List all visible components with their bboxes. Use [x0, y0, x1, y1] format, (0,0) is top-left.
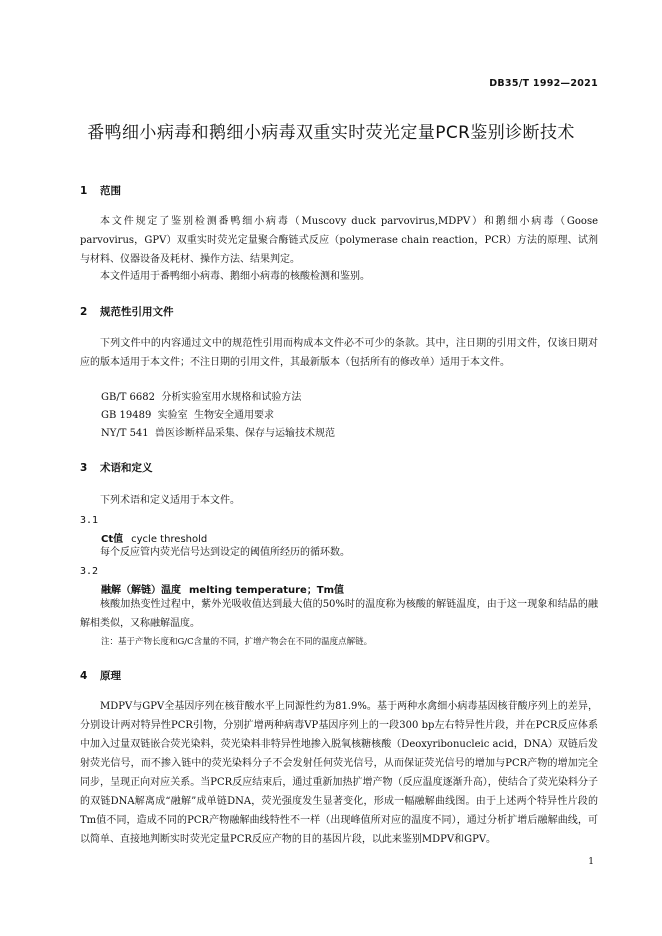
section-4-paragraph-1: MDPV与GPV全基因序列在核苷酸水平上同源性约为81.9%。基于两种水禽细小病毒基因核苷酸序列上的差异，分别设计两对特异性PCR引物，分别扩增两种病毒VP基因序列上的一段300 bp左右特异性片段，并在PCR反应体系中加入过量双链嵌合荧光染料，荧光染料非特异性地掺入脱氧核糖核酸（Deoxyribonucleic acid，DNA）双链后发射荧光信号，而不掺入链中的荧光染料分子不会发射任何荧光信号，从而保证荧光信号的增加与PCR产物的增加完全同步，呈现正向对应关系。当PCR反应结束后，通过重新加热扩增产物（反应温度逐渐升高），使结合了荧光染料分子的双链DNA解离成“融解”成单链DNA，荧光强度发生显著变化，形成一幅融解曲线图。由于上述两个特异性片段的Tm值不同，造成不同的PCR产物融解曲线特性不一样（出现峰值所对应的温度不同），通过分析扩增后融解曲线，可以简单、直接地判断实时荧光定量PCR反应产物的目的基因片段，以此来鉴别MDPV和GPV。: [80, 701, 598, 845]
term-1-en: cycle threshold: [131, 534, 208, 545]
section-title: 范围: [100, 185, 121, 197]
term-2-definition: 核酸加热变性过程中，紫外光吸收值达到最大值的50%时的温度称为核酸的解链温度，由于这一现象和结晶的融解相类似，又称融解温度。: [80, 599, 598, 629]
section-number: 3: [80, 462, 88, 474]
section-title: 原理: [100, 670, 121, 682]
section-number: 2: [80, 306, 88, 318]
term-note: 注：基于产物长度和G/C含量的不同，扩增产物会在不同的温度点解链。: [101, 637, 373, 647]
section-title: 术语和定义: [100, 462, 153, 474]
term-2-number: 3.2: [80, 566, 99, 577]
section-3-intro: 下列术语和定义适用于本文件。: [100, 495, 240, 506]
section-number: 4: [80, 670, 88, 682]
section-1-paragraph-1: 本文件规定了鉴别检测番鸭细小病毒（Muscovy duck parvovirus,MDPV）和鹅细小病毒（Goose parvovirus，GPV）双重实时荧光定量聚合酶链式反应（polymerase chain reaction，PCR）方法的原理、试剂与材料、仪器设备及耗材、操作方法、结果判定。: [80, 216, 598, 265]
reference-item: GB/T 6682 分析实验室用水规格和试验方法: [101, 392, 302, 403]
section-1-paragraph-2: 本文件适用于番鸭细小病毒、鹅细小病毒的核酸检测和鉴别。: [100, 271, 370, 282]
term-2-cn: 融解（解链）温度: [101, 585, 181, 596]
standard-number: DB35/T 1992—2021: [489, 78, 598, 89]
section-title: 规范性引用文件: [100, 306, 174, 318]
term-2-en: melting temperature；Tm值: [189, 585, 345, 596]
term-1-number: 3.1: [80, 515, 99, 526]
term-1-cn: Ct值: [101, 534, 124, 545]
term-2: [101, 581, 344, 596]
document-title: 番鸭细小病毒和鹅细小病毒双重实时荧光定量PCR鉴别诊断技术: [87, 123, 575, 143]
reference-item: GB 19489 实验室 生物安全通用要求: [101, 410, 275, 421]
section-3-heading: [80, 460, 153, 475]
reference-item: NY/T 541 兽医诊断样品采集、保存与运输技术规范: [101, 428, 336, 439]
section-4-heading: [80, 668, 121, 683]
page-number: 1: [588, 857, 594, 867]
section-2-paragraph-1: 下列文件中的内容通过文中的规范性引用而构成本文件必不可少的条款。其中，注日期的引用文件，仅该日期对应的版本适用于本文件；不注日期的引用文件，其最新版本（包括所有的修改单）适用于本文件。: [80, 338, 598, 368]
term-1-definition: 每个反应管内荧光信号达到设定的阈值所经历的循环数。: [100, 547, 350, 558]
section-number: 1: [80, 185, 88, 197]
section-2-heading: [80, 304, 174, 319]
section-1-heading: [80, 183, 121, 198]
